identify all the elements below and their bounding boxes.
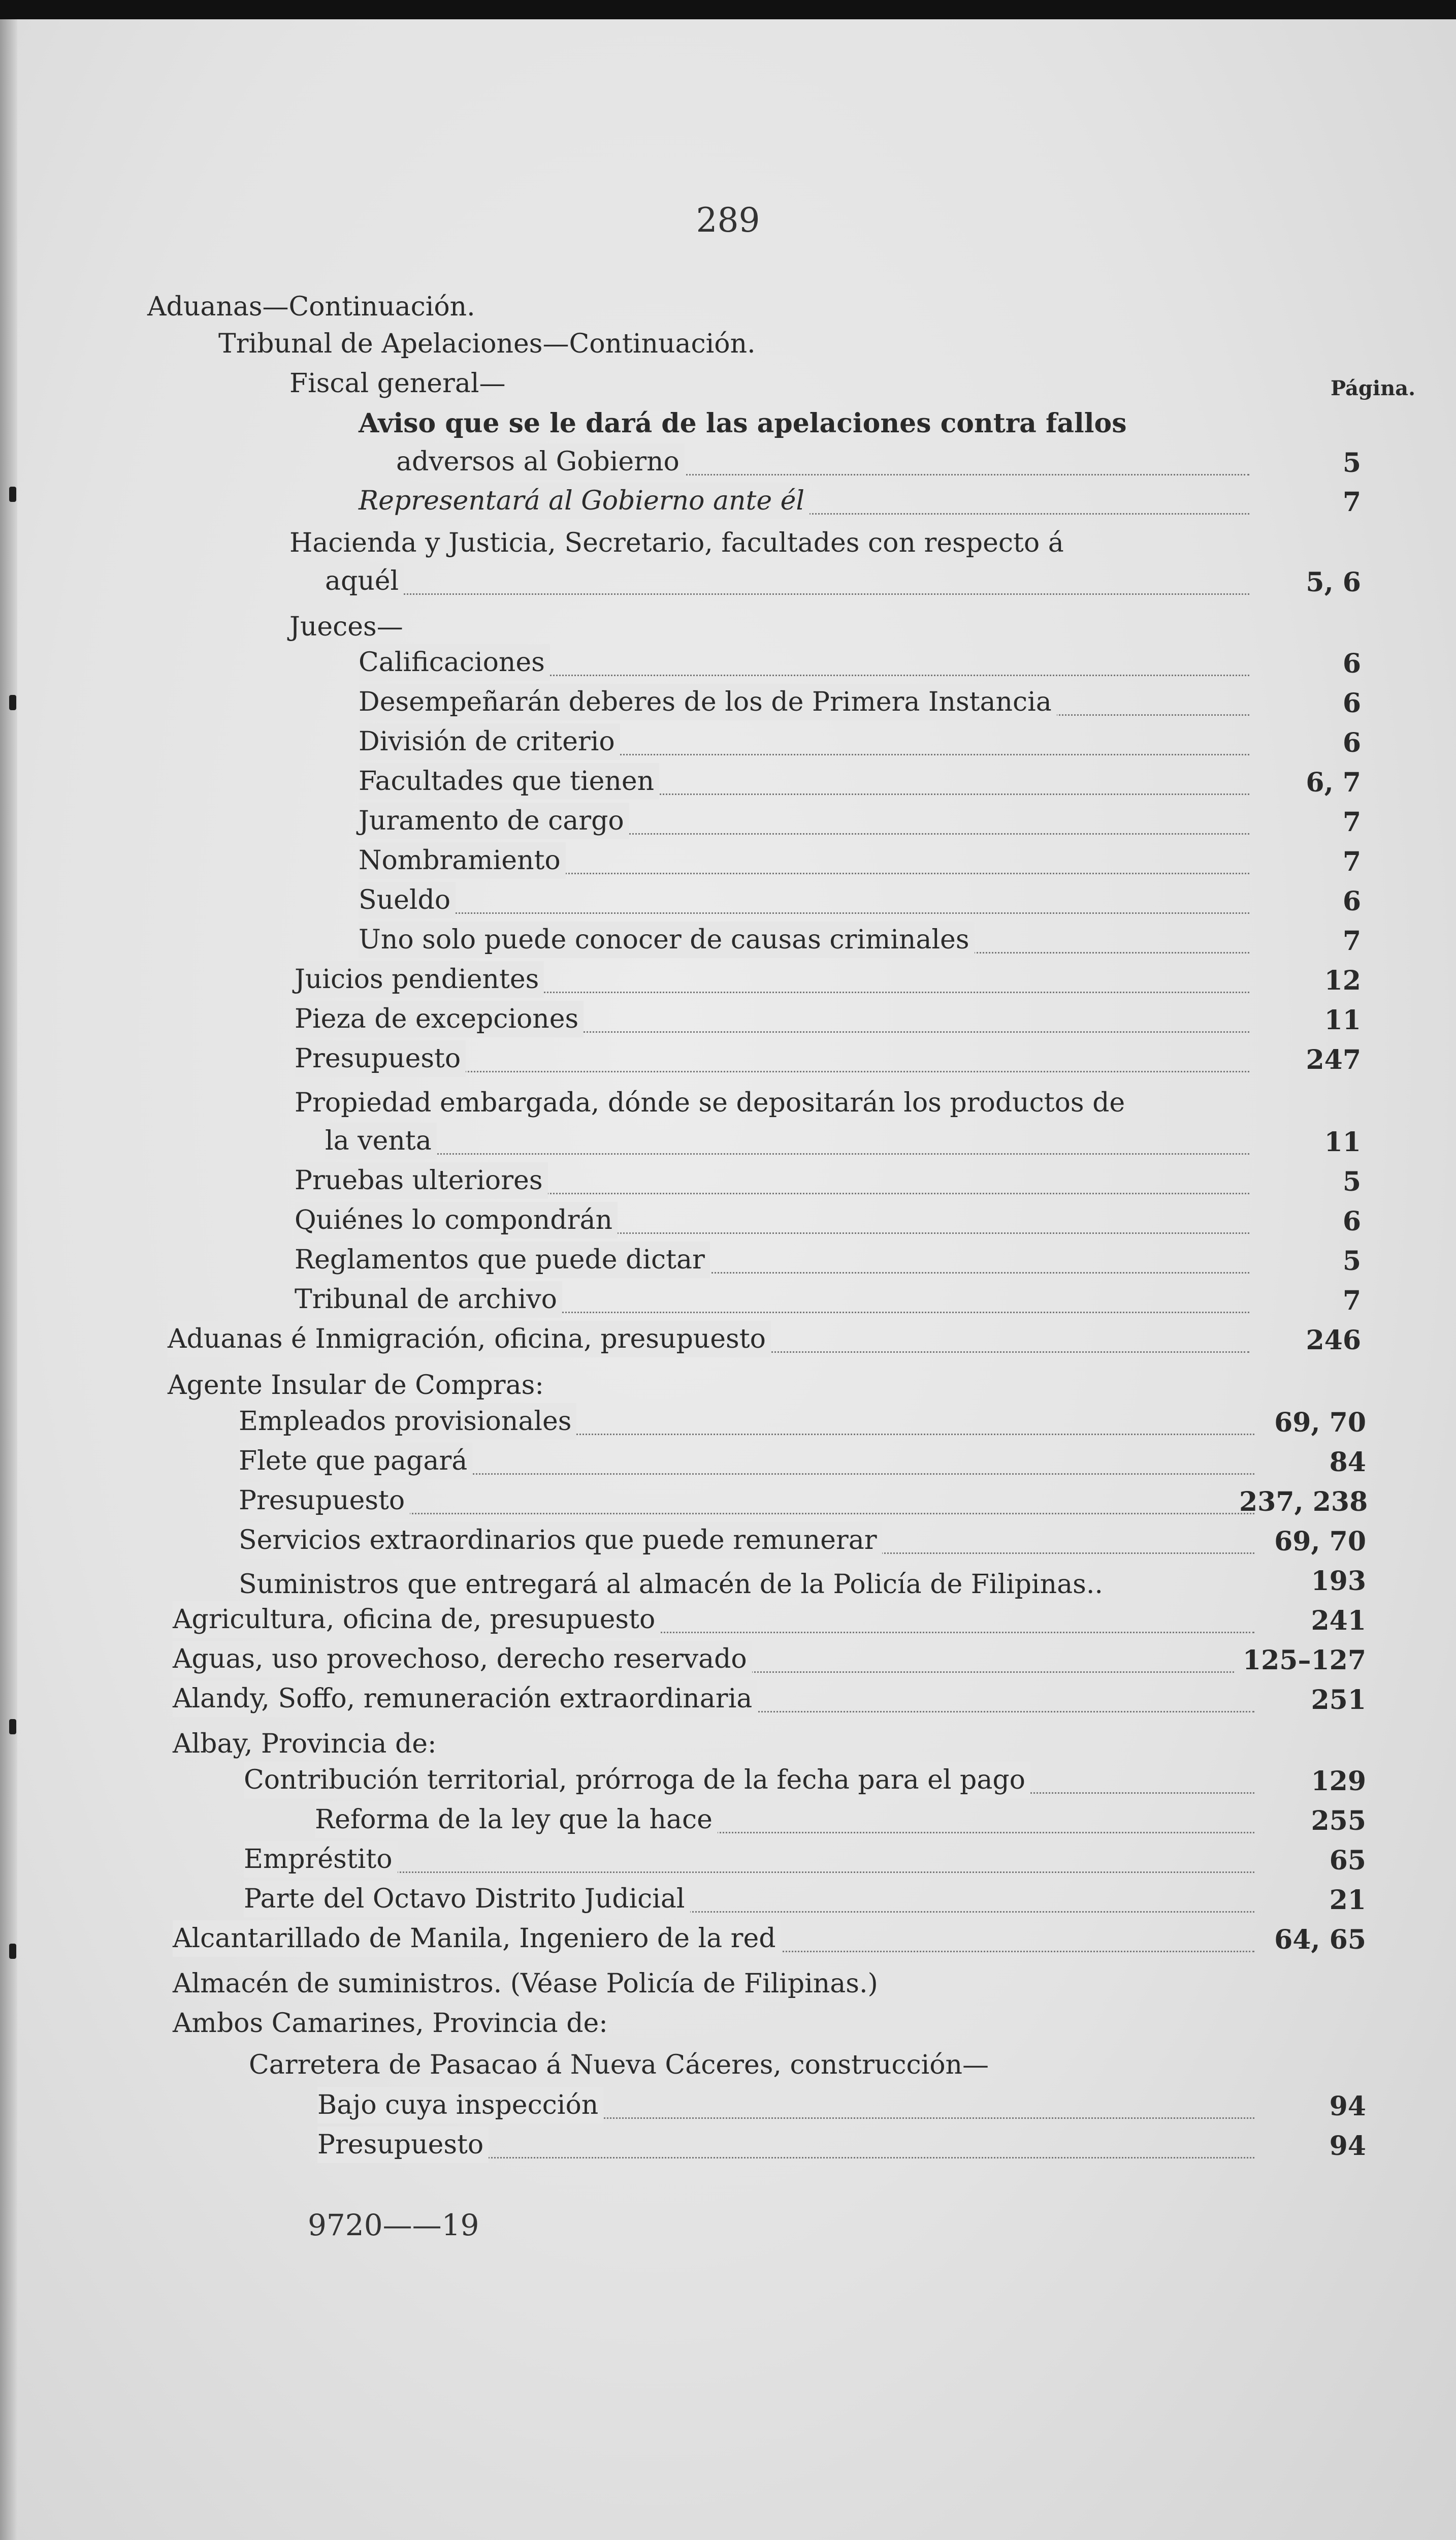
entry-text: Servicios extraordinarios que puede remunerar: [239, 1522, 882, 1559]
entry-text: Presupuesto: [295, 1040, 466, 1077]
index-entry: [359, 684, 1249, 716]
page-reference: 11: [1324, 1005, 1361, 1036]
index-entry: [295, 1281, 1249, 1313]
page-column-header: Página.: [1331, 376, 1416, 400]
page-reference: 5, 6: [1306, 567, 1361, 598]
page-reference: 5: [1342, 448, 1361, 479]
page-reference: 65: [1329, 1845, 1366, 1876]
index-entry: [239, 1522, 1254, 1554]
entry-text: Empleados provisionales: [239, 1403, 576, 1440]
index-entry: [359, 922, 1249, 954]
index-entry: [317, 2126, 1254, 2158]
page-reference: 64, 65: [1274, 1924, 1366, 1955]
entry-text: Presupuesto: [317, 2126, 489, 2163]
entry-text: Hacienda y Justicia, Secretario, facultades con respecto á: [289, 528, 1064, 558]
index-entry: [359, 483, 1249, 515]
entry-text: adversos al Gobierno: [396, 443, 685, 480]
entry-text: Aviso que se le dará de las apelaciones contra fallos: [359, 408, 1127, 439]
entry-text: Agente Insular de Compras:: [168, 1370, 544, 1401]
index-entry: [359, 763, 1249, 795]
entry-text: Juramento de cargo: [359, 803, 629, 839]
page-reference: 255: [1311, 1805, 1366, 1836]
page-reference: 237, 238: [1239, 1486, 1368, 1517]
index-entry: [359, 644, 1249, 676]
index-entry: [295, 1242, 1249, 1274]
entry-text: Quiénes lo compondrán: [295, 1202, 618, 1239]
entry-text: Agricultura, oficina de, presupuesto: [173, 1601, 660, 1638]
index-entry: [295, 1162, 1249, 1194]
page-reference: 7: [1342, 1285, 1361, 1316]
index-entry: [173, 1680, 1254, 1712]
page-reference: 11: [1324, 1127, 1361, 1158]
entry-text: Carretera de Pasacao á Nueva Cáceres, construcción—: [249, 2050, 989, 2080]
entry-text: Ambos Camarines, Provincia de:: [173, 2008, 608, 2039]
entry-text: Fiscal general—: [289, 368, 506, 399]
index-entry: [239, 1403, 1254, 1435]
entry-text: Parte del Octavo Distrito Judicial: [244, 1881, 690, 1917]
index-entry: [295, 1202, 1249, 1234]
index-entry: [359, 723, 1249, 755]
entry-text: Juicios pendientes: [295, 961, 544, 998]
entry-text: Flete que pagará: [239, 1443, 472, 1479]
page-reference: 7: [1342, 926, 1361, 957]
index-entry: [317, 2087, 1254, 2119]
entry-text: Suministros que entregará al almacén de la Policía de Filipinas..: [239, 1569, 1103, 1600]
index-entry: [244, 1762, 1254, 1794]
index-entry: [295, 1040, 1249, 1072]
page-reference: 125–127: [1242, 1645, 1366, 1676]
index-entry: [315, 1801, 1254, 1833]
page-reference: 7: [1342, 846, 1361, 877]
printer-signature: 9720——19: [308, 2208, 479, 2242]
page-reference: 94: [1329, 2131, 1366, 2162]
page-reference: 5: [1342, 1166, 1361, 1197]
index-entry: [359, 882, 1249, 914]
page-reference: 6: [1342, 1206, 1361, 1237]
index-entry: [173, 1601, 1254, 1633]
entry-text: Facultades que tienen: [359, 763, 659, 800]
page-reference: 12: [1324, 965, 1361, 996]
entry-text: Alcantarillado de Manila, Ingeniero de la red: [173, 1920, 781, 1957]
entry-text: Desempeñarán deberes de los de Primera Instancia: [359, 684, 1057, 720]
entry-text: aquél: [325, 563, 404, 599]
entry-text: Aduanas—Continuación.: [147, 292, 475, 322]
page-reference: 246: [1306, 1325, 1361, 1356]
entry-text: Alandy, Soffo, remuneración extraordinaria: [173, 1680, 757, 1717]
entry-text: División de criterio: [359, 723, 620, 760]
page-reference: 7: [1342, 487, 1361, 518]
index-entry: [173, 1920, 1254, 1952]
page-reference: 6: [1342, 648, 1361, 679]
entry-text: Aguas, uso provechoso, derecho reservado: [173, 1641, 752, 1677]
entry-text: Aduanas é Inmigración, oficina, presupuesto: [168, 1321, 771, 1357]
page-reference: 6: [1342, 886, 1361, 917]
index-entry: [295, 961, 1249, 993]
page-reference: 6: [1342, 727, 1361, 758]
entry-text: Uno solo puede conocer de causas criminales: [359, 922, 975, 958]
entry-text: Pruebas ulteriores: [295, 1162, 548, 1199]
page-reference: 247: [1306, 1044, 1361, 1075]
index-entry: [295, 1001, 1249, 1033]
entry-text: Tribunal de archivo: [295, 1281, 562, 1318]
entry-text: Calificaciones: [359, 644, 550, 681]
entry-text: Jueces—: [289, 612, 403, 642]
page-reference: 6: [1342, 688, 1361, 719]
entry-text: Propiedad embargada, dónde se depositarán los productos de: [295, 1088, 1125, 1118]
index-entry: [325, 1123, 1249, 1155]
index-entry: [239, 1482, 1254, 1514]
entry-text: Reforma de la ley que la hace: [315, 1801, 718, 1838]
page-number: 289: [696, 201, 760, 240]
entry-text: Nombramiento: [359, 842, 566, 879]
entry-text: Pieza de excepciones: [295, 1001, 584, 1037]
page-reference: 129: [1311, 1766, 1366, 1797]
page-reference: 241: [1311, 1605, 1366, 1636]
entry-text: Representará al Gobierno ante él: [359, 483, 810, 519]
page-reference: 94: [1329, 2091, 1366, 2122]
page-reference: 21: [1329, 1885, 1366, 1916]
page-reference: 69, 70: [1274, 1526, 1366, 1557]
page-reference: 193: [1311, 1566, 1366, 1597]
entry-text: Reglamentos que puede dictar: [295, 1242, 710, 1278]
entry-text: la venta: [325, 1123, 437, 1159]
index-entry: [244, 1841, 1254, 1873]
index-entry: [244, 1881, 1254, 1913]
entry-text: Sueldo: [359, 882, 456, 918]
entry-text: Almacén de suministros. (Véase Policía de Filipinas.): [173, 1968, 878, 1999]
page-reference: 5: [1342, 1246, 1361, 1277]
index-entry: [359, 803, 1249, 835]
page-reference: 6, 7: [1306, 767, 1361, 798]
page-reference: 7: [1342, 807, 1361, 838]
page-reference: 251: [1311, 1685, 1366, 1716]
entry-text: Presupuesto: [239, 1482, 410, 1519]
index-entry: [173, 1641, 1234, 1673]
entry-text: Albay, Provincia de:: [173, 1729, 437, 1759]
index-entry: [239, 1443, 1254, 1475]
index-entry: [396, 443, 1249, 475]
page-reference: 69, 70: [1274, 1407, 1366, 1438]
entry-text: Contribución territorial, prórroga de la fecha para el pago: [244, 1762, 1030, 1798]
page-reference: 84: [1329, 1447, 1366, 1478]
index-entry: [168, 1321, 1249, 1353]
entry-text: Empréstito: [244, 1841, 398, 1878]
entry-text: Bajo cuya inspección: [317, 2087, 603, 2123]
entry-text: Tribunal de Apelaciones—Continuación.: [218, 329, 756, 359]
index-entry: [359, 842, 1249, 874]
index-entry: [325, 563, 1249, 595]
